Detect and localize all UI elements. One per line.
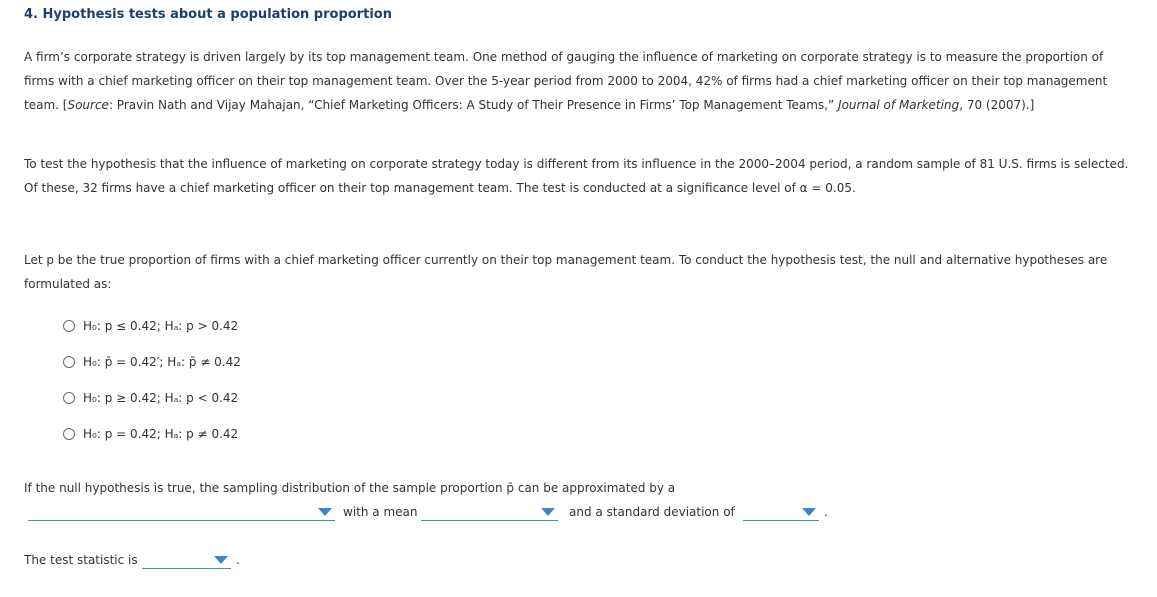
test-description-paragraph xyxy=(24,152,1134,200)
std-dev-label: and a standard deviation of xyxy=(569,505,735,519)
dropdown-arrow-icon xyxy=(541,508,555,516)
journal-name: Journal of Marketing xyxy=(838,98,960,112)
dropdown-arrow-icon xyxy=(214,556,228,564)
sampling-distribution-text: If the null hypothesis is true, the sampling distribution of the sample proportion p̄ can be approximated by a xyxy=(24,481,676,495)
option-label: H₀: p = 0.42; Hₐ: p ≠ 0.42 xyxy=(83,427,239,441)
sentence-period-2: . xyxy=(236,553,240,567)
hypothesis-option-4[interactable] xyxy=(63,424,238,444)
option-label: H₀: p ≥ 0.42; Hₐ: p < 0.42 xyxy=(83,391,239,405)
hypothesis-setup-text: Let p be the true proportion of firms with a chief marketing officer currently on their top management team. To conduct the hypothesis test, the null and alternative hypotheses are formulated as: xyxy=(24,253,1108,291)
radio-button[interactable] xyxy=(63,356,75,368)
test-statistic-label: The test statistic is xyxy=(24,553,138,567)
dropdown-arrow-icon xyxy=(318,508,332,516)
dropdown-arrow-icon xyxy=(802,508,816,516)
with-mean-label: with a mean xyxy=(343,505,418,519)
intro-text-c: , 70 (2007).] xyxy=(959,98,1035,112)
hypothesis-option-3[interactable] xyxy=(63,388,238,408)
test-description-text: To test the hypothesis that the influence of marketing on corporate strategy today is different from its influence in the 2000–2004 period, a random sample of 81 U.S. firms is selected. Of these, 32 firms have a chief marketing officer on their top management team. The test is conducted at a significance level of α = 0.05. xyxy=(24,157,1129,195)
radio-button[interactable] xyxy=(63,392,75,404)
sentence-period: . xyxy=(824,505,828,519)
source-label: Source xyxy=(67,98,109,112)
question-heading: 4. Hypothesis tests about a population proportion xyxy=(24,7,392,22)
option-label: H₀: p̄ = 0.42′; Hₐ: p̄ ≠ 0.42 xyxy=(83,355,241,369)
std-dev-dropdown[interactable] xyxy=(743,504,819,521)
radio-button[interactable] xyxy=(63,428,75,440)
option-label: H₀: p ≤ 0.42; Hₐ: p > 0.42 xyxy=(83,319,239,333)
distribution-type-dropdown[interactable] xyxy=(28,504,335,521)
test-statistic-dropdown[interactable] xyxy=(142,552,231,569)
hypothesis-option-2[interactable] xyxy=(63,352,241,372)
intro-text-a: A firm’s corporate strategy is driven largely by its top management team. One method of gauging the influence of marketing on corporate strategy is to measure the proportion of firms with a chief marketing officer on their top management team. Over the 5-year period from 2000 to 2004, 42% of firms had a chief marketing officer on their top management team. [ xyxy=(24,50,1108,112)
intro-text-b: : Pravin Nath and Vijay Mahajan, “Chief Marketing Officers: A Study of Their Presence in Firms’ Top Management Teams,” xyxy=(108,98,839,112)
hypothesis-option-1[interactable] xyxy=(63,316,238,336)
hypothesis-setup-paragraph xyxy=(24,248,1134,296)
radio-button[interactable] xyxy=(63,320,75,332)
mean-dropdown[interactable] xyxy=(421,504,558,521)
intro-paragraph xyxy=(24,45,1134,117)
